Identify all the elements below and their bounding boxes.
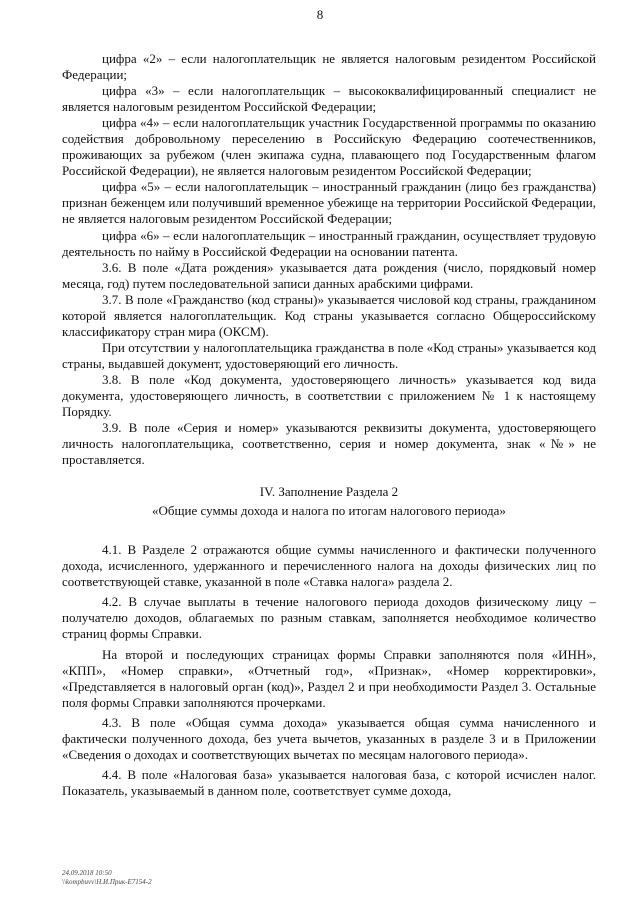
- paragraph: цифра «5» – если налогоплательщик – иностранный гражданин (лицо без гражданства) признан беженцем или получивший временное убежище на территории Российской Федерации, не является налоговым резидентом Российской Федерации;: [62, 179, 596, 227]
- paragraph: 4.4. В поле «Налоговая база» указывается налоговая база, с которой исчислен налог. Показатель, указываемый в данном поле, соответствует сумме дохода,: [62, 766, 596, 798]
- paragraph: 4.3. В поле «Общая сумма дохода» указывается общая сумма начисленного и фактически полученного дохода, без учета вычетов, указанных в разделе 3 и в Приложении «Сведения о доходах и соответствующих вычетах по месяцам налогового периода».: [62, 714, 596, 762]
- paragraph: 3.9. В поле «Серия и номер» указываются реквизиты документа, удостоверяющего личность налогоплательщика, соответственно, серия и номер документа, знак «№» не проставляется.: [62, 420, 596, 468]
- paragraph: 4.2. В случае выплаты в течение налогового периода доходов физическому лицу – получателю доходов, облагаемых по разным ставкам, заполняется необходимое количество страниц формы Справки.: [62, 594, 596, 642]
- paragraph: 3.7. В поле «Гражданство (код страны)» указывается числовой код страны, гражданином которой является налогоплательщик. Код страны указывается согласно Общероссийскому классификатору стран мира (ОКСМ).: [62, 291, 596, 339]
- paragraph: При отсутствии у налогоплательщика гражданства в поле «Код страны» указывается код страны, выдавшей документ, удостоверяющий его личность.: [62, 339, 596, 371]
- footer-file-path: \\kompbuvv\Н.И.Прик-Е7154-2: [62, 878, 152, 886]
- page-number: 8: [316, 7, 324, 22]
- paragraph: 3.8. В поле «Код документа, удостоверяющего личность» указывается код вида документа, удостоверяющего личность, в соответствии с приложением № 1 к настоящему Порядку.: [62, 371, 596, 420]
- paragraph: На второй и последующих страницах формы Справки заполняются поля «ИНН», «КПП», «Номер справки», «Отчетный год», «Признак», «Номер корректировки», «Представляется в налоговый орган (код)», Раздел 2 и при необходимости Раздел 3. Остальные поля формы Справки заполняются прочерками.: [62, 646, 596, 710]
- document-body: [62, 51, 596, 799]
- paragraph: 4.1. В Разделе 2 отражаются общие суммы начисленного и фактически полученного дохода, исчисленного, удержанного и перечисленного налога на доходы физических лиц по соответствующей ставке, указанной в поле «Ставка налога» раздела 2.: [62, 542, 596, 590]
- section-title: IV. Заполнение Раздела 2: [259, 484, 399, 500]
- footer-stamp: [62, 869, 152, 887]
- paragraph: цифра «2» – если налогоплательщик не является налоговым резидентом Российской Федерации;: [62, 51, 596, 83]
- paragraph: цифра «4» – если налогоплательщик участник Государственной программы по оказанию содействия добровольному переселению в Российскую Федерацию соотечественников, проживающих за рубежом (член экипажа судна, плавающего под Государственным флагом Российской Федерации), не является налоговым резидентом Российской Федерации;: [62, 115, 596, 179]
- paragraph: 3.6. В поле «Дата рождения» указывается дата рождения (число, порядковый номер месяца, год) путем последовательной записи данных арабскими цифрами.: [62, 259, 596, 291]
- section-subtitle: «Общие суммы дохода и налога по итогам налогового периода»: [152, 503, 506, 519]
- paragraph: цифра «6» – если налогоплательщик – иностранный гражданин, осуществляет трудовую деятельность по найму в Российской Федерации на основании патента.: [62, 227, 596, 259]
- footer-timestamp: 24.09.2018 10:50: [62, 869, 112, 877]
- paragraph: цифра «3» – если налогоплательщик – высококвалифицированный специалист не является налоговым резидентом Российской Федерации;: [62, 83, 596, 115]
